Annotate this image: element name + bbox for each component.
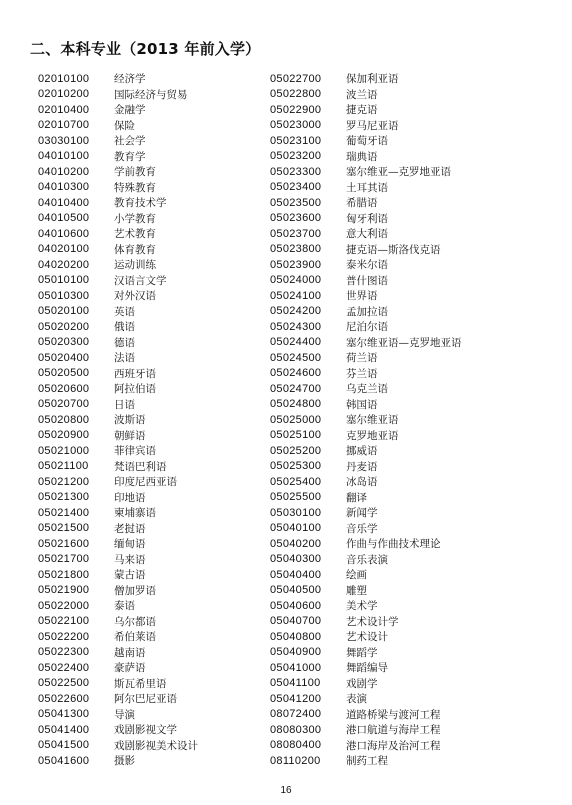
major-name: 戏剧影视美术设计 — [114, 739, 198, 752]
major-entry — [38, 211, 278, 227]
major-name: 泰米尔语 — [346, 259, 388, 272]
major-name: 金融学 — [114, 104, 146, 117]
major-entry — [38, 490, 278, 506]
major-code: 04020200 — [38, 258, 90, 271]
major-entry — [38, 242, 278, 258]
major-entry — [38, 722, 278, 738]
major-name: 道路桥梁与渡河工程 — [346, 708, 441, 721]
major-entry — [38, 536, 278, 552]
major-name: 克罗地亚语 — [346, 429, 399, 442]
major-code: 05021700 — [38, 553, 90, 566]
major-entry — [270, 567, 510, 583]
major-entry — [38, 567, 278, 583]
major-code: 04010500 — [38, 212, 90, 225]
major-entry — [38, 428, 278, 444]
major-entry — [38, 319, 278, 335]
major-code: 04010400 — [38, 196, 90, 209]
major-name: 俄语 — [114, 321, 135, 334]
major-name: 教育学 — [114, 150, 146, 163]
major-name: 泰语 — [114, 600, 135, 613]
major-name: 印度尼西亚语 — [114, 476, 177, 489]
major-entry — [270, 164, 510, 180]
major-entry — [38, 614, 278, 630]
major-entry — [270, 645, 510, 661]
major-code: 05041500 — [38, 739, 90, 752]
major-code: 05040600 — [270, 599, 322, 612]
major-entry — [270, 676, 510, 692]
major-name: 英语 — [114, 305, 135, 318]
major-entry — [270, 443, 510, 459]
major-name: 阿拉伯语 — [114, 383, 156, 396]
major-entry — [38, 412, 278, 428]
major-code: 05020100 — [38, 305, 90, 318]
major-name: 舞蹈学 — [346, 646, 378, 659]
major-code: 05021500 — [38, 522, 90, 535]
major-name: 保险 — [114, 119, 135, 132]
major-name: 韩国语 — [346, 398, 378, 411]
major-entry — [270, 195, 510, 211]
major-name: 艺术设计学 — [346, 615, 399, 628]
major-code: 05024100 — [270, 289, 322, 302]
major-name: 港口海岸及治河工程 — [346, 739, 441, 752]
major-code: 05030100 — [270, 506, 322, 519]
major-code: 04010200 — [38, 165, 90, 178]
major-entry — [38, 335, 278, 351]
major-code: 05021000 — [38, 444, 90, 457]
major-entry — [270, 288, 510, 304]
major-code: 05020600 — [38, 382, 90, 395]
major-code: 05021300 — [38, 491, 90, 504]
major-code: 05025500 — [270, 491, 322, 504]
major-name: 马来语 — [114, 553, 146, 566]
major-name: 世界语 — [346, 290, 378, 303]
major-name: 社会学 — [114, 135, 146, 148]
major-name: 希腊语 — [346, 197, 378, 210]
major-code: 05021800 — [38, 568, 90, 581]
major-name: 冰岛语 — [346, 476, 378, 489]
major-name: 作曲与作曲技术理论 — [346, 538, 441, 551]
major-entry — [270, 87, 510, 103]
major-code: 05041600 — [38, 754, 90, 767]
major-name: 汉语言文学 — [114, 274, 167, 287]
major-code: 05023800 — [270, 243, 322, 256]
major-code: 05022300 — [38, 646, 90, 659]
major-code: 05024200 — [270, 305, 322, 318]
major-code: 05022200 — [38, 630, 90, 643]
major-code: 05022900 — [270, 103, 322, 116]
major-code: 05040800 — [270, 630, 322, 643]
major-name: 小学教育 — [114, 212, 156, 225]
major-entry — [270, 350, 510, 366]
major-name: 柬埔寨语 — [114, 507, 156, 520]
major-name: 乌尔都语 — [114, 615, 156, 628]
major-name: 艺术设计 — [346, 631, 388, 644]
major-name: 音乐学 — [346, 522, 378, 535]
major-code: 05024600 — [270, 367, 322, 380]
left-column — [38, 71, 278, 769]
major-code: 05022000 — [38, 599, 90, 612]
major-name: 豪萨语 — [114, 662, 146, 675]
major-code: 02010100 — [38, 72, 90, 85]
major-entry — [38, 102, 278, 118]
major-name: 朝鲜语 — [114, 429, 146, 442]
major-name: 导演 — [114, 708, 135, 721]
major-entry — [270, 149, 510, 165]
major-name: 梵语巴利语 — [114, 460, 167, 473]
major-entry — [38, 598, 278, 614]
major-name: 美术学 — [346, 600, 378, 613]
major-entry — [270, 722, 510, 738]
page-number: 16 — [280, 785, 292, 796]
major-name: 保加利亚语 — [346, 73, 399, 86]
major-entry — [270, 257, 510, 273]
major-code: 05040200 — [270, 537, 322, 550]
major-entry — [38, 180, 278, 196]
major-entry — [38, 397, 278, 413]
major-code: 08080300 — [270, 723, 322, 736]
major-entry — [38, 629, 278, 645]
major-name: 孟加拉语 — [346, 305, 388, 318]
major-code: 05040400 — [270, 568, 322, 581]
major-entry — [270, 226, 510, 242]
major-name: 法语 — [114, 352, 135, 365]
major-name: 葡萄牙语 — [346, 135, 388, 148]
major-entry — [270, 629, 510, 645]
major-entry — [270, 505, 510, 521]
major-entry — [38, 87, 278, 103]
major-name: 学前教育 — [114, 166, 156, 179]
major-code: 05024000 — [270, 274, 322, 287]
major-name: 尼泊尔语 — [346, 321, 388, 334]
major-code: 05041100 — [270, 677, 321, 690]
major-code: 04020100 — [38, 243, 90, 256]
major-name: 荷兰语 — [346, 352, 378, 365]
major-entry — [270, 211, 510, 227]
major-name: 乌克兰语 — [346, 383, 388, 396]
major-entry — [38, 505, 278, 521]
major-code: 05040500 — [270, 584, 322, 597]
major-name: 罗马尼亚语 — [346, 119, 399, 132]
major-name: 音乐表演 — [346, 553, 388, 566]
major-entry — [38, 71, 278, 87]
major-entry — [270, 536, 510, 552]
major-entry — [38, 645, 278, 661]
major-code: 05021400 — [38, 506, 90, 519]
major-name: 德语 — [114, 336, 135, 349]
major-name: 摄影 — [114, 755, 135, 768]
major-code: 05020800 — [38, 413, 90, 426]
major-name: 阿尔巴尼亚语 — [114, 693, 177, 706]
major-entry — [38, 676, 278, 692]
major-code: 05041000 — [270, 661, 322, 674]
major-entry — [270, 366, 510, 382]
major-entry — [270, 753, 510, 769]
major-code: 05041300 — [38, 708, 90, 721]
major-code: 05021200 — [38, 475, 90, 488]
major-code: 05021600 — [38, 537, 90, 550]
major-entry — [38, 552, 278, 568]
major-entry — [270, 412, 510, 428]
major-name: 老挝语 — [114, 522, 146, 535]
major-name: 土耳其语 — [346, 181, 388, 194]
major-code: 05022100 — [38, 615, 90, 628]
major-name: 越南语 — [114, 646, 146, 659]
major-name: 对外汉语 — [114, 290, 156, 303]
major-code: 04010600 — [38, 227, 90, 240]
major-name: 翻译 — [346, 491, 367, 504]
major-name: 菲律宾语 — [114, 445, 156, 458]
major-code: 05023200 — [270, 150, 322, 163]
major-entry — [270, 583, 510, 599]
major-code: 05023300 — [270, 165, 322, 178]
major-name: 戏剧影视文学 — [114, 724, 177, 737]
major-code: 05025200 — [270, 444, 322, 457]
major-entry — [38, 474, 278, 490]
major-name: 国际经济与贸易 — [114, 88, 188, 101]
major-name: 经济学 — [114, 73, 146, 86]
major-code: 05022800 — [270, 88, 322, 101]
major-name: 印地语 — [114, 491, 146, 504]
major-code: 05021100 — [38, 460, 89, 473]
major-entry — [270, 691, 510, 707]
major-code: 05010100 — [38, 274, 90, 287]
major-name: 丹麦语 — [346, 460, 378, 473]
major-entry — [270, 133, 510, 149]
major-name: 戏剧学 — [346, 677, 378, 690]
major-entry — [270, 242, 510, 258]
major-name: 西班牙语 — [114, 367, 156, 380]
major-entry — [270, 397, 510, 413]
major-name: 捷克语 — [346, 104, 378, 117]
major-code: 05023000 — [270, 119, 322, 132]
major-code: 05040900 — [270, 646, 322, 659]
major-code: 05010300 — [38, 289, 90, 302]
major-name: 匈牙利语 — [346, 212, 388, 225]
major-code: 05024300 — [270, 320, 322, 333]
major-entry — [270, 738, 510, 754]
major-entry — [270, 381, 510, 397]
major-name: 波兰语 — [346, 88, 378, 101]
major-name: 蒙古语 — [114, 569, 146, 582]
major-code: 05022500 — [38, 677, 90, 690]
major-entry — [38, 273, 278, 289]
major-code: 05020300 — [38, 336, 90, 349]
major-entry — [270, 660, 510, 676]
major-entry — [38, 257, 278, 273]
major-code: 02010700 — [38, 119, 90, 132]
major-entry — [38, 195, 278, 211]
major-name: 芬兰语 — [346, 367, 378, 380]
major-name: 波斯语 — [114, 414, 146, 427]
major-name: 日语 — [114, 398, 135, 411]
major-name: 表演 — [346, 693, 367, 706]
major-entry — [270, 552, 510, 568]
major-code: 05022700 — [270, 72, 322, 85]
major-code: 05020400 — [38, 351, 90, 364]
major-name: 运动训练 — [114, 259, 156, 272]
major-entry — [270, 102, 510, 118]
right-column — [270, 71, 510, 769]
major-code: 05024500 — [270, 351, 322, 364]
major-code: 05020500 — [38, 367, 90, 380]
major-entry — [38, 459, 278, 475]
major-code: 05040700 — [270, 615, 322, 628]
major-entry — [270, 319, 510, 335]
major-name: 教育技术学 — [114, 197, 167, 210]
major-entry — [270, 614, 510, 630]
major-code: 05022600 — [38, 692, 90, 705]
major-code: 02010200 — [38, 88, 90, 101]
major-code: 05040300 — [270, 553, 322, 566]
major-code: 04010100 — [38, 150, 90, 163]
major-code: 05022400 — [38, 661, 90, 674]
major-entry — [270, 304, 510, 320]
major-code: 05020200 — [38, 320, 90, 333]
major-code: 05023600 — [270, 212, 322, 225]
major-entry — [38, 288, 278, 304]
major-entry — [270, 459, 510, 475]
major-entry — [38, 133, 278, 149]
major-code: 05020700 — [38, 398, 90, 411]
major-name: 制药工程 — [346, 755, 388, 768]
major-code: 05024400 — [270, 336, 322, 349]
major-name: 雕塑 — [346, 584, 367, 597]
major-entry — [270, 71, 510, 87]
major-code: 05041200 — [270, 692, 322, 705]
major-code: 05024700 — [270, 382, 322, 395]
major-entry — [38, 583, 278, 599]
major-entry — [38, 381, 278, 397]
major-code: 05041400 — [38, 723, 90, 736]
major-entry — [270, 180, 510, 196]
major-code: 05023400 — [270, 181, 322, 194]
major-entry — [38, 521, 278, 537]
major-code: 08080400 — [270, 739, 322, 752]
major-entry — [38, 707, 278, 723]
major-name: 捷克语—斯洛伐克语 — [346, 243, 441, 256]
major-code: 05023700 — [270, 227, 322, 240]
major-name: 绘画 — [346, 569, 367, 582]
major-entry — [38, 753, 278, 769]
major-entry — [270, 273, 510, 289]
major-name: 挪威语 — [346, 445, 378, 458]
major-code: 05020900 — [38, 429, 90, 442]
major-code: 08110200 — [270, 754, 321, 767]
major-entry — [38, 738, 278, 754]
major-entry — [270, 490, 510, 506]
major-code: 04010300 — [38, 181, 90, 194]
major-entry — [270, 598, 510, 614]
major-entry — [270, 521, 510, 537]
major-entry — [38, 660, 278, 676]
major-code: 05025300 — [270, 460, 322, 473]
major-name: 缅甸语 — [114, 538, 146, 551]
major-code: 05023100 — [270, 134, 322, 147]
major-code: 05021900 — [38, 584, 90, 597]
major-code: 05025400 — [270, 475, 322, 488]
major-name: 艺术教育 — [114, 228, 156, 241]
major-code: 05024800 — [270, 398, 322, 411]
major-name: 希伯莱语 — [114, 631, 156, 644]
major-entry — [38, 366, 278, 382]
major-entry — [38, 149, 278, 165]
major-name: 体育教育 — [114, 243, 156, 256]
major-entry — [38, 350, 278, 366]
page-heading: 二、本科专业（2013 年前入学） — [30, 40, 261, 58]
major-name: 港口航道与海岸工程 — [346, 724, 441, 737]
major-entry — [270, 118, 510, 134]
major-entry — [38, 304, 278, 320]
major-entry — [270, 428, 510, 444]
major-entry — [38, 226, 278, 242]
major-code: 05023900 — [270, 258, 322, 271]
major-code: 02010400 — [38, 103, 90, 116]
major-code: 08072400 — [270, 708, 322, 721]
major-code: 05025000 — [270, 413, 322, 426]
major-code: 05040100 — [270, 522, 322, 535]
major-name: 特殊教育 — [114, 181, 156, 194]
major-code: 05025100 — [270, 429, 322, 442]
major-name: 普什图语 — [346, 274, 388, 287]
major-code: 03030100 — [38, 134, 90, 147]
major-entry — [270, 335, 510, 351]
major-name: 新闻学 — [346, 507, 378, 520]
major-name: 塞尔维亚语 — [346, 414, 399, 427]
major-name: 舞蹈编导 — [346, 662, 388, 675]
major-entry — [38, 443, 278, 459]
major-name: 僧加罗语 — [114, 584, 156, 597]
major-name: 瑞典语 — [346, 150, 378, 163]
major-entry — [270, 707, 510, 723]
major-entry — [270, 474, 510, 490]
major-name: 斯瓦希里语 — [114, 677, 167, 690]
major-entry — [38, 164, 278, 180]
major-name: 塞尔维亚—克罗地亚语 — [346, 166, 451, 179]
major-name: 塞尔维亚语—克罗地亚语 — [346, 336, 462, 349]
major-code: 05023500 — [270, 196, 322, 209]
major-name: 意大利语 — [346, 228, 388, 241]
major-entry — [38, 118, 278, 134]
major-entry — [38, 691, 278, 707]
